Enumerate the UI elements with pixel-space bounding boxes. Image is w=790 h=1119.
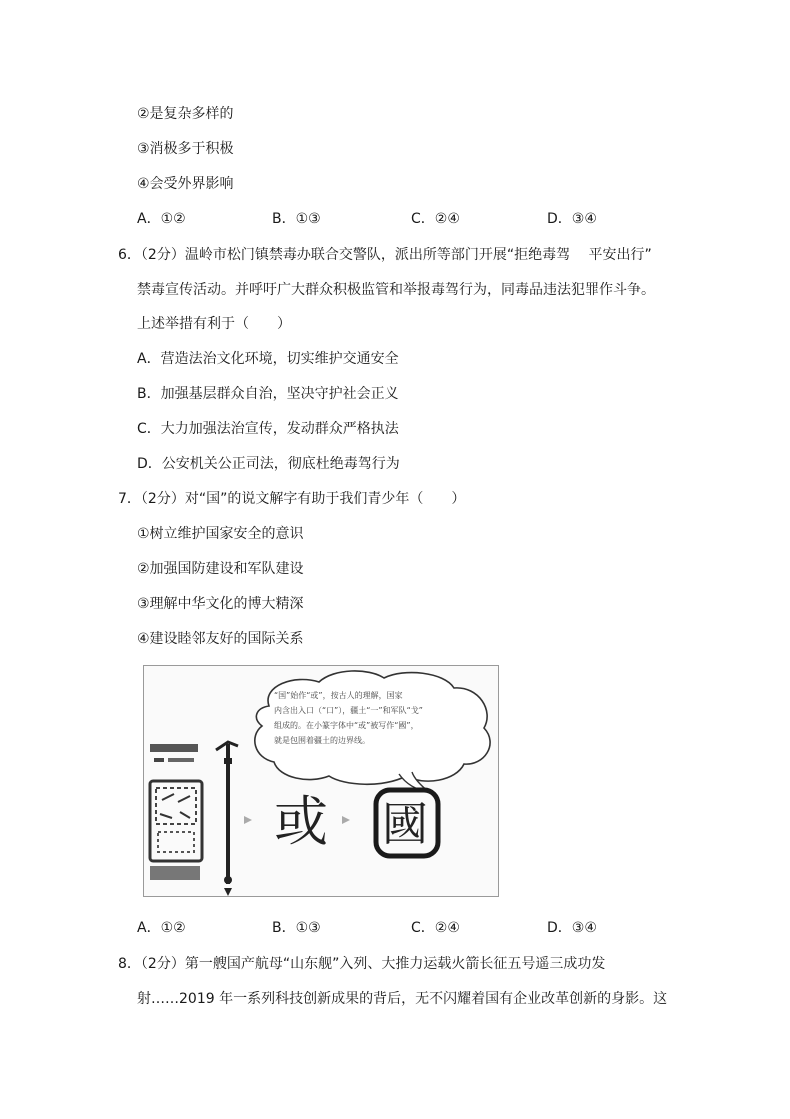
q6-stem-line-3: 上述举措有利于（ ） <box>137 316 291 332</box>
oracle-rubbing-image <box>150 744 202 880</box>
q5-item-4: ④会受外界影响 <box>137 176 234 192</box>
q5-option-d: D．③④ <box>547 211 597 227</box>
q6-option-c: C．大力加强法治宣传，发动群众严格执法 <box>137 421 399 437</box>
bubble-line-1: “国”始作“或”，按古人的理解，国家 <box>274 691 403 700</box>
q5-option-b: B．①③ <box>272 211 321 227</box>
bubble-line-2: 内含出入口（“口”），疆土“一”和军队“戈” <box>274 706 423 715</box>
q6-stem-line-1: 6．（2分）温岭市松门镇禁毒办联合交警队，派出所等部门开展“拒绝毒驾 平安出行” <box>118 247 652 263</box>
q7-item-4: ④建设睦邻友好的国际关系 <box>137 631 304 647</box>
q5-item-3: ③消极多于积极 <box>137 141 234 157</box>
q7-option-a: A．①② <box>137 920 186 936</box>
q7-item-1: ①树立维护国家安全的意识 <box>137 526 304 542</box>
q6-option-b: B．加强基层群众自治，坚决守护社会正义 <box>137 386 399 402</box>
q8-stem-line-2: 射……2019 年一系列科技创新成果的背后，无不闪耀着国有企业改革创新的身影。这 <box>137 991 668 1007</box>
q7-item-3: ③理解中华文化的博大精深 <box>137 596 304 612</box>
character-guo-seal: 國 <box>382 797 428 851</box>
spear-staff-image <box>216 742 238 896</box>
q7-stem: 7．（2分）对“国”的说文解字有助于我们青少年（ ） <box>118 491 466 507</box>
q5-option-c: C．②④ <box>411 211 460 227</box>
q5-option-a: A．①② <box>137 211 186 227</box>
q6-option-d: D．公安机关公正司法，彻底杜绝毒驾行为 <box>137 456 400 472</box>
q7-option-c: C．②④ <box>411 920 460 936</box>
q6-option-a: A．营造法治文化环境，切实维护交通安全 <box>137 351 399 367</box>
bubble-line-4: 就是包围着疆土的边界线。 <box>274 736 370 745</box>
q7-item-2: ②加强国防建设和军队建设 <box>137 561 304 577</box>
bubble-line-3: 组成的。在小篆字体中“或”被写作“國”， <box>274 721 419 730</box>
guo-character-figure <box>143 665 499 897</box>
q5-item-2: ②是复杂多样的 <box>137 106 234 122</box>
q8-stem-line-1: 8．（2分）第一艘国产航母“山东舰”入列、大推力运载火箭长征五号遥三成功发 <box>118 956 606 972</box>
q6-stem-line-2: 禁毒宣传活动。并呼吁广大群众积极监管和举报毒驾行为，同毒品违法犯罪作斗争。 <box>137 282 655 298</box>
q7-option-b: B．①③ <box>272 920 321 936</box>
thought-bubble-text <box>274 688 504 748</box>
q7-option-d: D．③④ <box>547 920 597 936</box>
character-huo: 或 <box>274 790 328 853</box>
